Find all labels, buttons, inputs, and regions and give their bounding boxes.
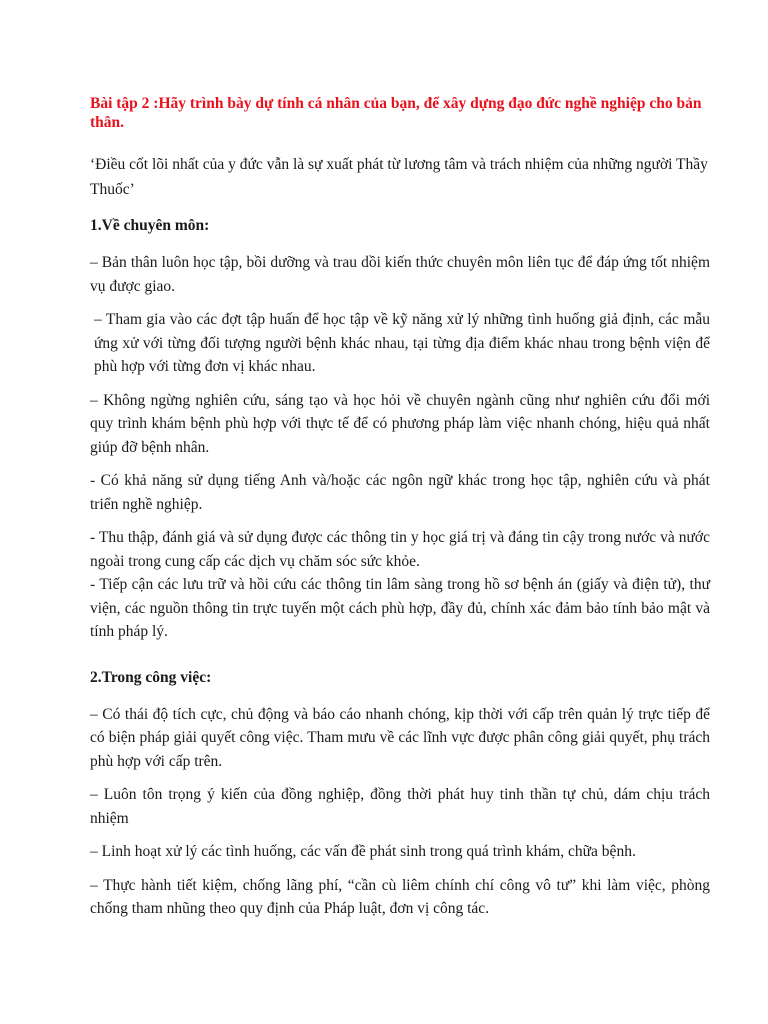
- document-page: [90, 94, 710, 931]
- paragraph: – Có thái độ tích cực, chủ động và báo cáo nhanh chóng, kịp thời với cấp trên quản lý trực tiếp để có biện pháp giải quyết công việc. Tham mưu về các lĩnh vực được phân công giải quyết, phụ trách phù hợp với cấp trên.: [90, 705, 710, 770]
- paragraph: – Không ngừng nghiên cứu, sáng tạo và học hỏi về chuyên ngành cũng như nghiên cứu đổi mới quy trình khám bệnh phù hợp với thực tế để có phương pháp làm việc nhanh chóng, hiệu quả nhất giúp đỡ bệnh nhân.: [90, 391, 710, 456]
- paragraph: – Tham gia vào các đợt tập huấn để học tập về kỹ năng xử lý những tình huống giả định, các mẫu ứng xử với từng đối tượng người bệnh khác nhau, tại từng địa điểm khác nhau trong bệnh viện để phù hợp với từng đơn vị khác nhau.: [94, 311, 710, 375]
- paragraph: - Thu thập, đánh giá và sử dụng được các thông tin y học giá trị và đáng tin cậy trong nước và nước ngoài trong cung cấp các dịch vụ chăm sóc sức khỏe.: [90, 529, 710, 570]
- section-heading-work: 2.Trong công việc:: [90, 668, 212, 686]
- paragraph: - Có khả năng sử dụng tiếng Anh và/hoặc các ngôn ngữ khác trong học tập, nghiên cứu và phát triển nghề nghiệp.: [90, 472, 710, 513]
- paragraph: – Thực hành tiết kiệm, chống lãng phí, “cần cù liêm chính chí công vô tư” khi làm việc, phòng chống tham nhũng theo quy định của Pháp luật, đơn vị công tác.: [90, 876, 710, 917]
- paragraph: – Luôn tôn trọng ý kiến của đồng nghiệp, đồng thời phát huy tinh thần tự chủ, dám chịu trách nhiệm: [90, 786, 710, 827]
- paragraph: - Tiếp cận các lưu trữ và hồi cứu các thông tin lâm sàng trong hồ sơ bệnh án (giấy và điện tử), thư viện, các nguồn thông tin trực tuyến một cách phù hợp, đầy đủ, chính xác đảm bảo tính bảo mật và tính pháp lý.: [90, 576, 710, 640]
- section-heading-professional: 1.Về chuyên môn:: [90, 217, 210, 234]
- paragraph: – Linh hoạt xử lý các tình huống, các vấn đề phát sinh trong quá trình khám, chữa bệnh.: [90, 843, 636, 860]
- opening-quote: ‘Điều cốt lõi nhất của y đức vẫn là sự xuất phát từ lương tâm và trách nhiệm của những người Thầy Thuốc’: [90, 156, 708, 198]
- document-title: Bài tập 2 :Hãy trình bày dự tính cá nhân của bạn, để xây dựng đạo đức nghề nghiệp cho bản thân.: [90, 95, 702, 131]
- paragraph: – Bản thân luôn học tập, bồi dưỡng và trau dồi kiến thức chuyên môn liên tục để đáp ứng tốt nhiệm vụ được giao.: [90, 254, 710, 295]
